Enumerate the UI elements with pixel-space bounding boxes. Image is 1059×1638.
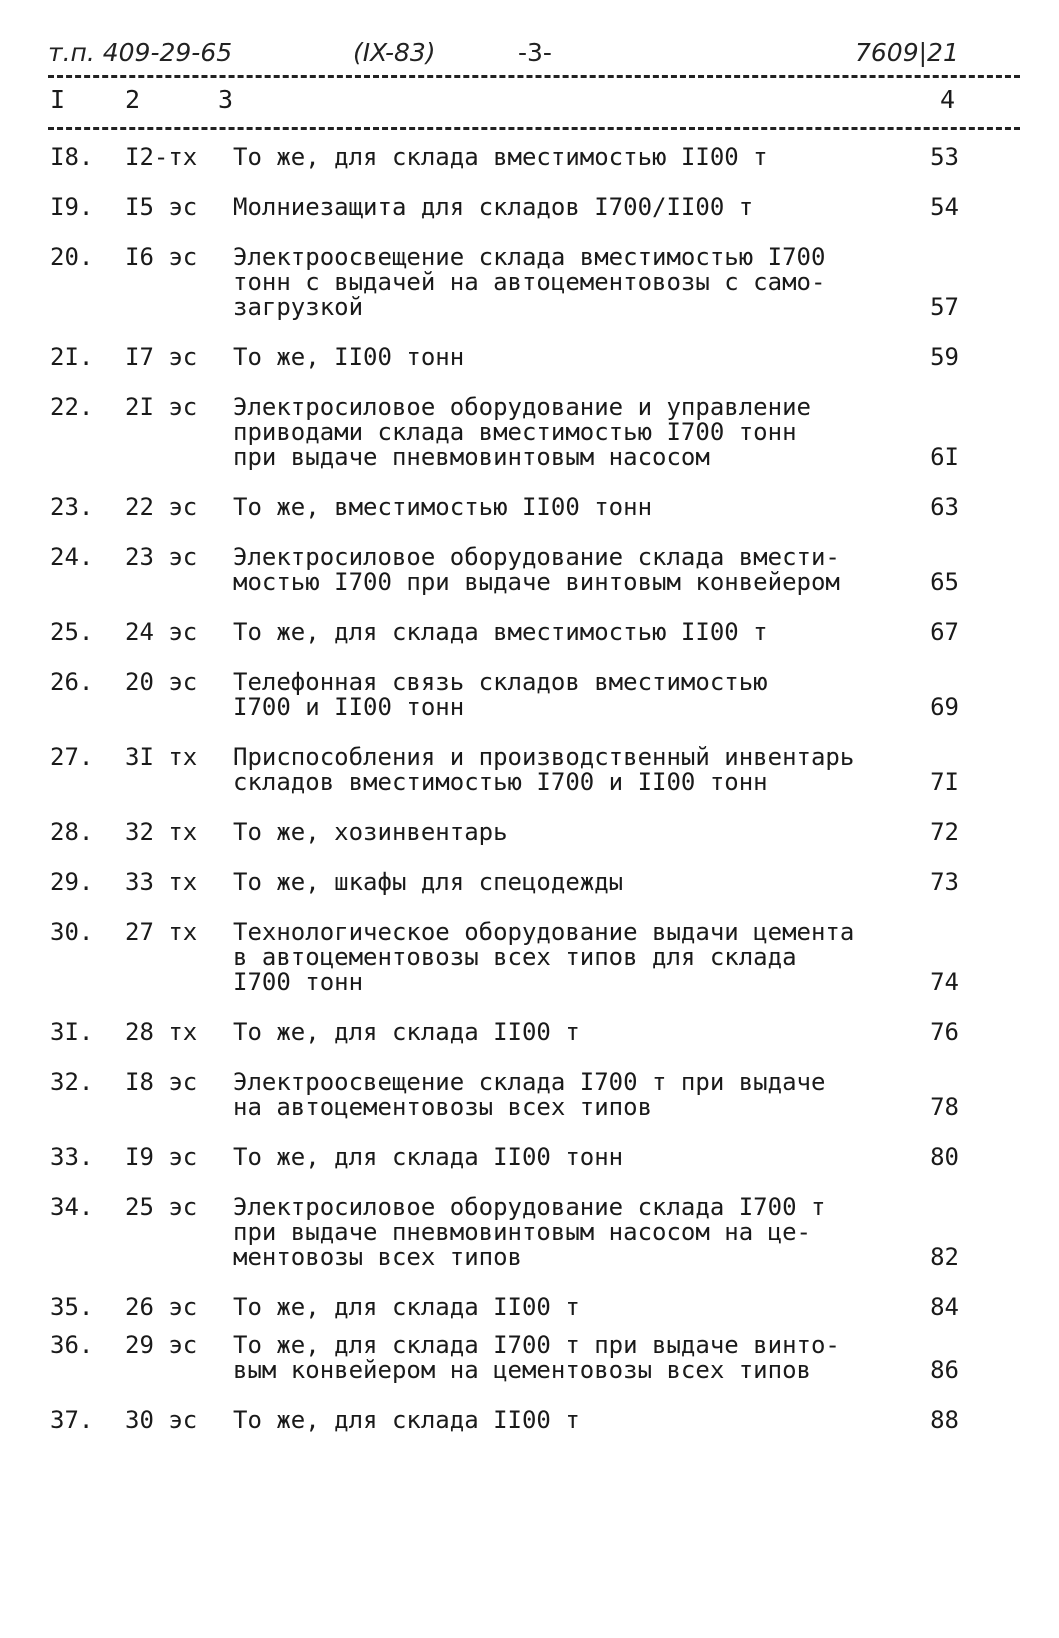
page-ref: 57	[930, 293, 959, 321]
table-row	[0, 920, 1059, 995]
sheet-title: То же, шкафы для спецодежды	[233, 868, 624, 896]
table-row	[0, 1070, 1059, 1120]
table-row	[0, 545, 1059, 595]
row-number: 20.	[50, 243, 94, 271]
row-number: I9.	[50, 193, 94, 221]
row-number: 23.	[50, 493, 94, 521]
sheet-title: То же, для склада II00 тонн	[233, 1143, 624, 1171]
sheet-code: 30 эс	[125, 1406, 198, 1434]
row-number: 29.	[50, 868, 94, 896]
page-ref: 88	[930, 1406, 959, 1434]
sheet-code: I9 эс	[125, 1143, 198, 1171]
sheet-code: I2-тх	[125, 143, 198, 171]
sheet-title: То же, хозинвентарь	[233, 818, 508, 846]
sheet-title: Телефонная связь складов вместимостью I700 и II00 тонн	[233, 668, 768, 721]
sheet-title: То же, для склада вместимостью II00 т	[233, 143, 768, 171]
sheet-code: I5 эс	[125, 193, 198, 221]
page-ref: 74	[930, 968, 959, 996]
page-ref: 69	[930, 693, 959, 721]
row-number: 25.	[50, 618, 94, 646]
page-ref: 6I	[930, 443, 959, 471]
row-number: 28.	[50, 818, 94, 846]
sheet-title: Электроосвещение склада I700 т при выдаче на автоцементовозы всех типов	[233, 1068, 826, 1121]
column-header-3: 3	[218, 85, 234, 114]
table-row	[0, 1020, 1059, 1045]
row-number: 30.	[50, 918, 94, 946]
sheet-code: I6 эс	[125, 243, 198, 271]
column-header-4: 4	[940, 85, 956, 114]
sheet-code: 3I тх	[125, 743, 198, 771]
page-ref: 59	[930, 343, 959, 371]
table-row	[0, 495, 1059, 520]
column-header-1: I	[50, 85, 66, 114]
row-number: 32.	[50, 1068, 94, 1096]
row-number: 24.	[50, 543, 94, 571]
sheet-code: 25 эс	[125, 1193, 198, 1221]
table-row	[0, 1408, 1059, 1433]
row-number: 36.	[50, 1331, 94, 1359]
sheet-title: То же, для склада I700 т при выдаче винто- вым конвейером на цементовозы всех типов	[233, 1331, 840, 1384]
sheet-title: Электросиловое оборудование склада I700 т при выдаче пневмовинтовым насосом на це- ментовозы всех типов	[233, 1193, 826, 1271]
header-rule-top	[48, 75, 1020, 78]
header-rule-bottom	[48, 127, 1020, 130]
page-ref: 82	[930, 1243, 959, 1271]
row-number: 35.	[50, 1293, 94, 1321]
table-row	[0, 670, 1059, 720]
column-header-2: 2	[125, 85, 141, 114]
sheet-title: То же, для склада вместимостью II00 т	[233, 618, 768, 646]
sheet-code: 23 эс	[125, 543, 198, 571]
sheet-code: 33 тх	[125, 868, 198, 896]
page-ref: 7I	[930, 768, 959, 796]
sheet-title: То же, для склада II00 т	[233, 1406, 580, 1434]
page-number: -3-	[518, 38, 552, 67]
sheet-code: 28 тх	[125, 1018, 198, 1046]
table-row	[0, 745, 1059, 795]
sheet-code: 32 тх	[125, 818, 198, 846]
row-number: 22.	[50, 393, 94, 421]
sheet-code: 26 эс	[125, 1293, 198, 1321]
sheet-code: 20 эс	[125, 668, 198, 696]
table-row	[0, 1195, 1059, 1270]
sheet-code: 2I эс	[125, 393, 198, 421]
sheet-code: 29 эс	[125, 1331, 198, 1359]
table-row	[0, 145, 1059, 170]
doc-code: т.п. 409-29-65	[48, 38, 233, 67]
page-ref: 78	[930, 1093, 959, 1121]
sheet-code: I8 эс	[125, 1068, 198, 1096]
row-number: 37.	[50, 1406, 94, 1434]
row-number: 2I.	[50, 343, 94, 371]
sheet-title: Приспособления и производственный инвентарь складов вместимостью I700 и II00 тонн	[233, 743, 855, 796]
table-row	[0, 345, 1059, 370]
row-number: 3I.	[50, 1018, 94, 1046]
table-row	[0, 870, 1059, 895]
table-row	[0, 1295, 1059, 1320]
sheet-title: Электросиловое оборудование и управление приводами склада вместимостью I700 тонн при выдаче пневмовинтовым насосом	[233, 393, 811, 471]
table-row	[0, 195, 1059, 220]
table-row	[0, 620, 1059, 645]
page-ref: 63	[930, 493, 959, 521]
sheet-title: Электросиловое оборудование склада вмести- мостью I700 при выдаче винтовым конвейером	[233, 543, 840, 596]
page-ref: 73	[930, 868, 959, 896]
table-row	[0, 395, 1059, 470]
sheet-code: 24 эс	[125, 618, 198, 646]
table-row	[0, 245, 1059, 320]
row-number: I8.	[50, 143, 94, 171]
page-ref: 53	[930, 143, 959, 171]
row-number: 33.	[50, 1143, 94, 1171]
page-ref: 67	[930, 618, 959, 646]
archive-number: 7609|21	[855, 38, 959, 67]
row-number: 34.	[50, 1193, 94, 1221]
sheet-title: Электроосвещение склада вместимостью I700 тонн с выдачей на автоцементовозы с само- загрузкой	[233, 243, 826, 321]
sheet-code: I7 эс	[125, 343, 198, 371]
row-number: 26.	[50, 668, 94, 696]
sheet-title: То же, вместимостью II00 тонн	[233, 493, 653, 521]
page-ref: 80	[930, 1143, 959, 1171]
sheet-title: То же, для склада II00 т	[233, 1293, 580, 1321]
table-row	[0, 820, 1059, 845]
sheet-title: То же, для склада II00 т	[233, 1018, 580, 1046]
sheet-title: Технологическое оборудование выдачи цемента в автоцементовозы всех типов для склада I700 тонн	[233, 918, 855, 996]
sheet-title: То же, II00 тонн	[233, 343, 465, 371]
sheet-code: 22 эс	[125, 493, 198, 521]
page-ref: 84	[930, 1293, 959, 1321]
page-ref: 65	[930, 568, 959, 596]
table-row	[0, 1333, 1059, 1383]
page-ref: 72	[930, 818, 959, 846]
page-ref: 86	[930, 1356, 959, 1384]
page-ref: 76	[930, 1018, 959, 1046]
revision-mark: (IX-83)	[353, 38, 436, 67]
page-ref: 54	[930, 193, 959, 221]
sheet-code: 27 тх	[125, 918, 198, 946]
row-number: 27.	[50, 743, 94, 771]
table-row	[0, 1145, 1059, 1170]
sheet-title: Молниезащита для складов I700/II00 т	[233, 193, 754, 221]
